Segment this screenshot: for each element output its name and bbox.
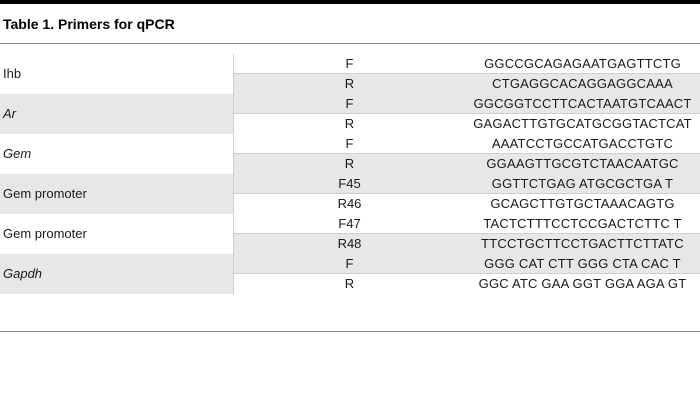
table-row-group bbox=[0, 54, 700, 94]
cell-divider bbox=[233, 233, 700, 234]
primer-row bbox=[233, 94, 700, 114]
top-rule bbox=[0, 0, 700, 4]
primer-sequence: GAGACTTGTGCATGCGGTACTCAT bbox=[473, 116, 692, 131]
primer-row bbox=[233, 54, 700, 74]
primer-sequence: TACTCTTTCCTCCGACTCTTC T bbox=[483, 216, 682, 231]
cell-divider bbox=[233, 113, 700, 114]
primer-direction: R bbox=[344, 156, 355, 171]
table-row-group bbox=[0, 174, 700, 214]
primer-direction: R bbox=[344, 276, 355, 291]
primer-table bbox=[0, 54, 700, 294]
primer-row bbox=[233, 174, 700, 194]
primer-row bbox=[233, 274, 700, 294]
primer-direction: R48 bbox=[337, 236, 362, 251]
primer-sequence: GGAAGTTGCGTCTAACAATGC bbox=[486, 156, 679, 171]
primer-sequence: CTGAGGCACAGGAGGCAAA bbox=[492, 76, 673, 91]
gene-name: Gem promoter bbox=[3, 186, 87, 201]
title-rule bbox=[0, 43, 700, 44]
primer-row bbox=[233, 194, 700, 214]
primer-sequence: TTCCTGCTTCCTGACTTCTTATC bbox=[481, 236, 684, 251]
primer-row bbox=[233, 214, 700, 234]
primer-sequence: GGCCGCAGAGAATGAGTTCTG bbox=[484, 56, 681, 71]
gene-name: Ihb bbox=[3, 66, 22, 81]
primer-direction: R bbox=[344, 76, 355, 91]
primer-sequence: GGG CAT CTT GGG CTA CAC T bbox=[484, 256, 681, 271]
cell-divider bbox=[233, 54, 234, 94]
primer-sequence: GGTTCTGAG ATGCGCTGA T bbox=[491, 176, 674, 191]
cell-divider bbox=[233, 134, 234, 174]
primer-sequence: GCAGCTTGTGCTAAACAGTG bbox=[490, 196, 675, 211]
primer-row bbox=[233, 74, 700, 94]
primer-row bbox=[233, 234, 700, 254]
cell-divider bbox=[233, 94, 234, 134]
table-row-group bbox=[0, 94, 700, 134]
primer-direction: F47 bbox=[338, 216, 361, 231]
table-row-group bbox=[0, 214, 700, 254]
primer-direction: F45 bbox=[338, 176, 361, 191]
table-row-group bbox=[0, 134, 700, 174]
cell-divider bbox=[233, 73, 700, 74]
cell-divider bbox=[233, 273, 700, 274]
primer-row bbox=[233, 114, 700, 134]
table-title: Table 1. Primers for qPCR bbox=[3, 16, 175, 32]
primer-direction: R46 bbox=[337, 196, 362, 211]
cell-divider bbox=[233, 174, 234, 214]
cell-divider bbox=[233, 254, 234, 294]
bottom-rule bbox=[0, 331, 700, 332]
primer-sequence: AAATCCTGCCATGACCTGTC bbox=[491, 136, 674, 151]
gene-name: Gem promoter bbox=[3, 226, 87, 241]
cell-divider bbox=[233, 153, 700, 154]
primer-direction: F bbox=[345, 56, 354, 71]
primer-row bbox=[233, 154, 700, 174]
cell-divider bbox=[233, 193, 700, 194]
primer-row bbox=[233, 134, 700, 154]
primer-sequence: GGCGGTCCTTCACTAATGTCAACT bbox=[473, 96, 692, 111]
primer-row bbox=[233, 254, 700, 274]
gene-name: Gem bbox=[3, 146, 32, 161]
primer-sequence: GGC ATC GAA GGT GGA AGA GT bbox=[478, 276, 687, 291]
primer-direction: F bbox=[345, 256, 354, 271]
gene-name: Ar bbox=[3, 106, 16, 121]
gene-name: Gapdh bbox=[3, 266, 43, 281]
primer-direction: R bbox=[344, 116, 355, 131]
cell-divider bbox=[233, 214, 234, 254]
table-row-group bbox=[0, 254, 700, 294]
primer-direction: F bbox=[345, 136, 354, 151]
primer-direction: F bbox=[345, 96, 354, 111]
